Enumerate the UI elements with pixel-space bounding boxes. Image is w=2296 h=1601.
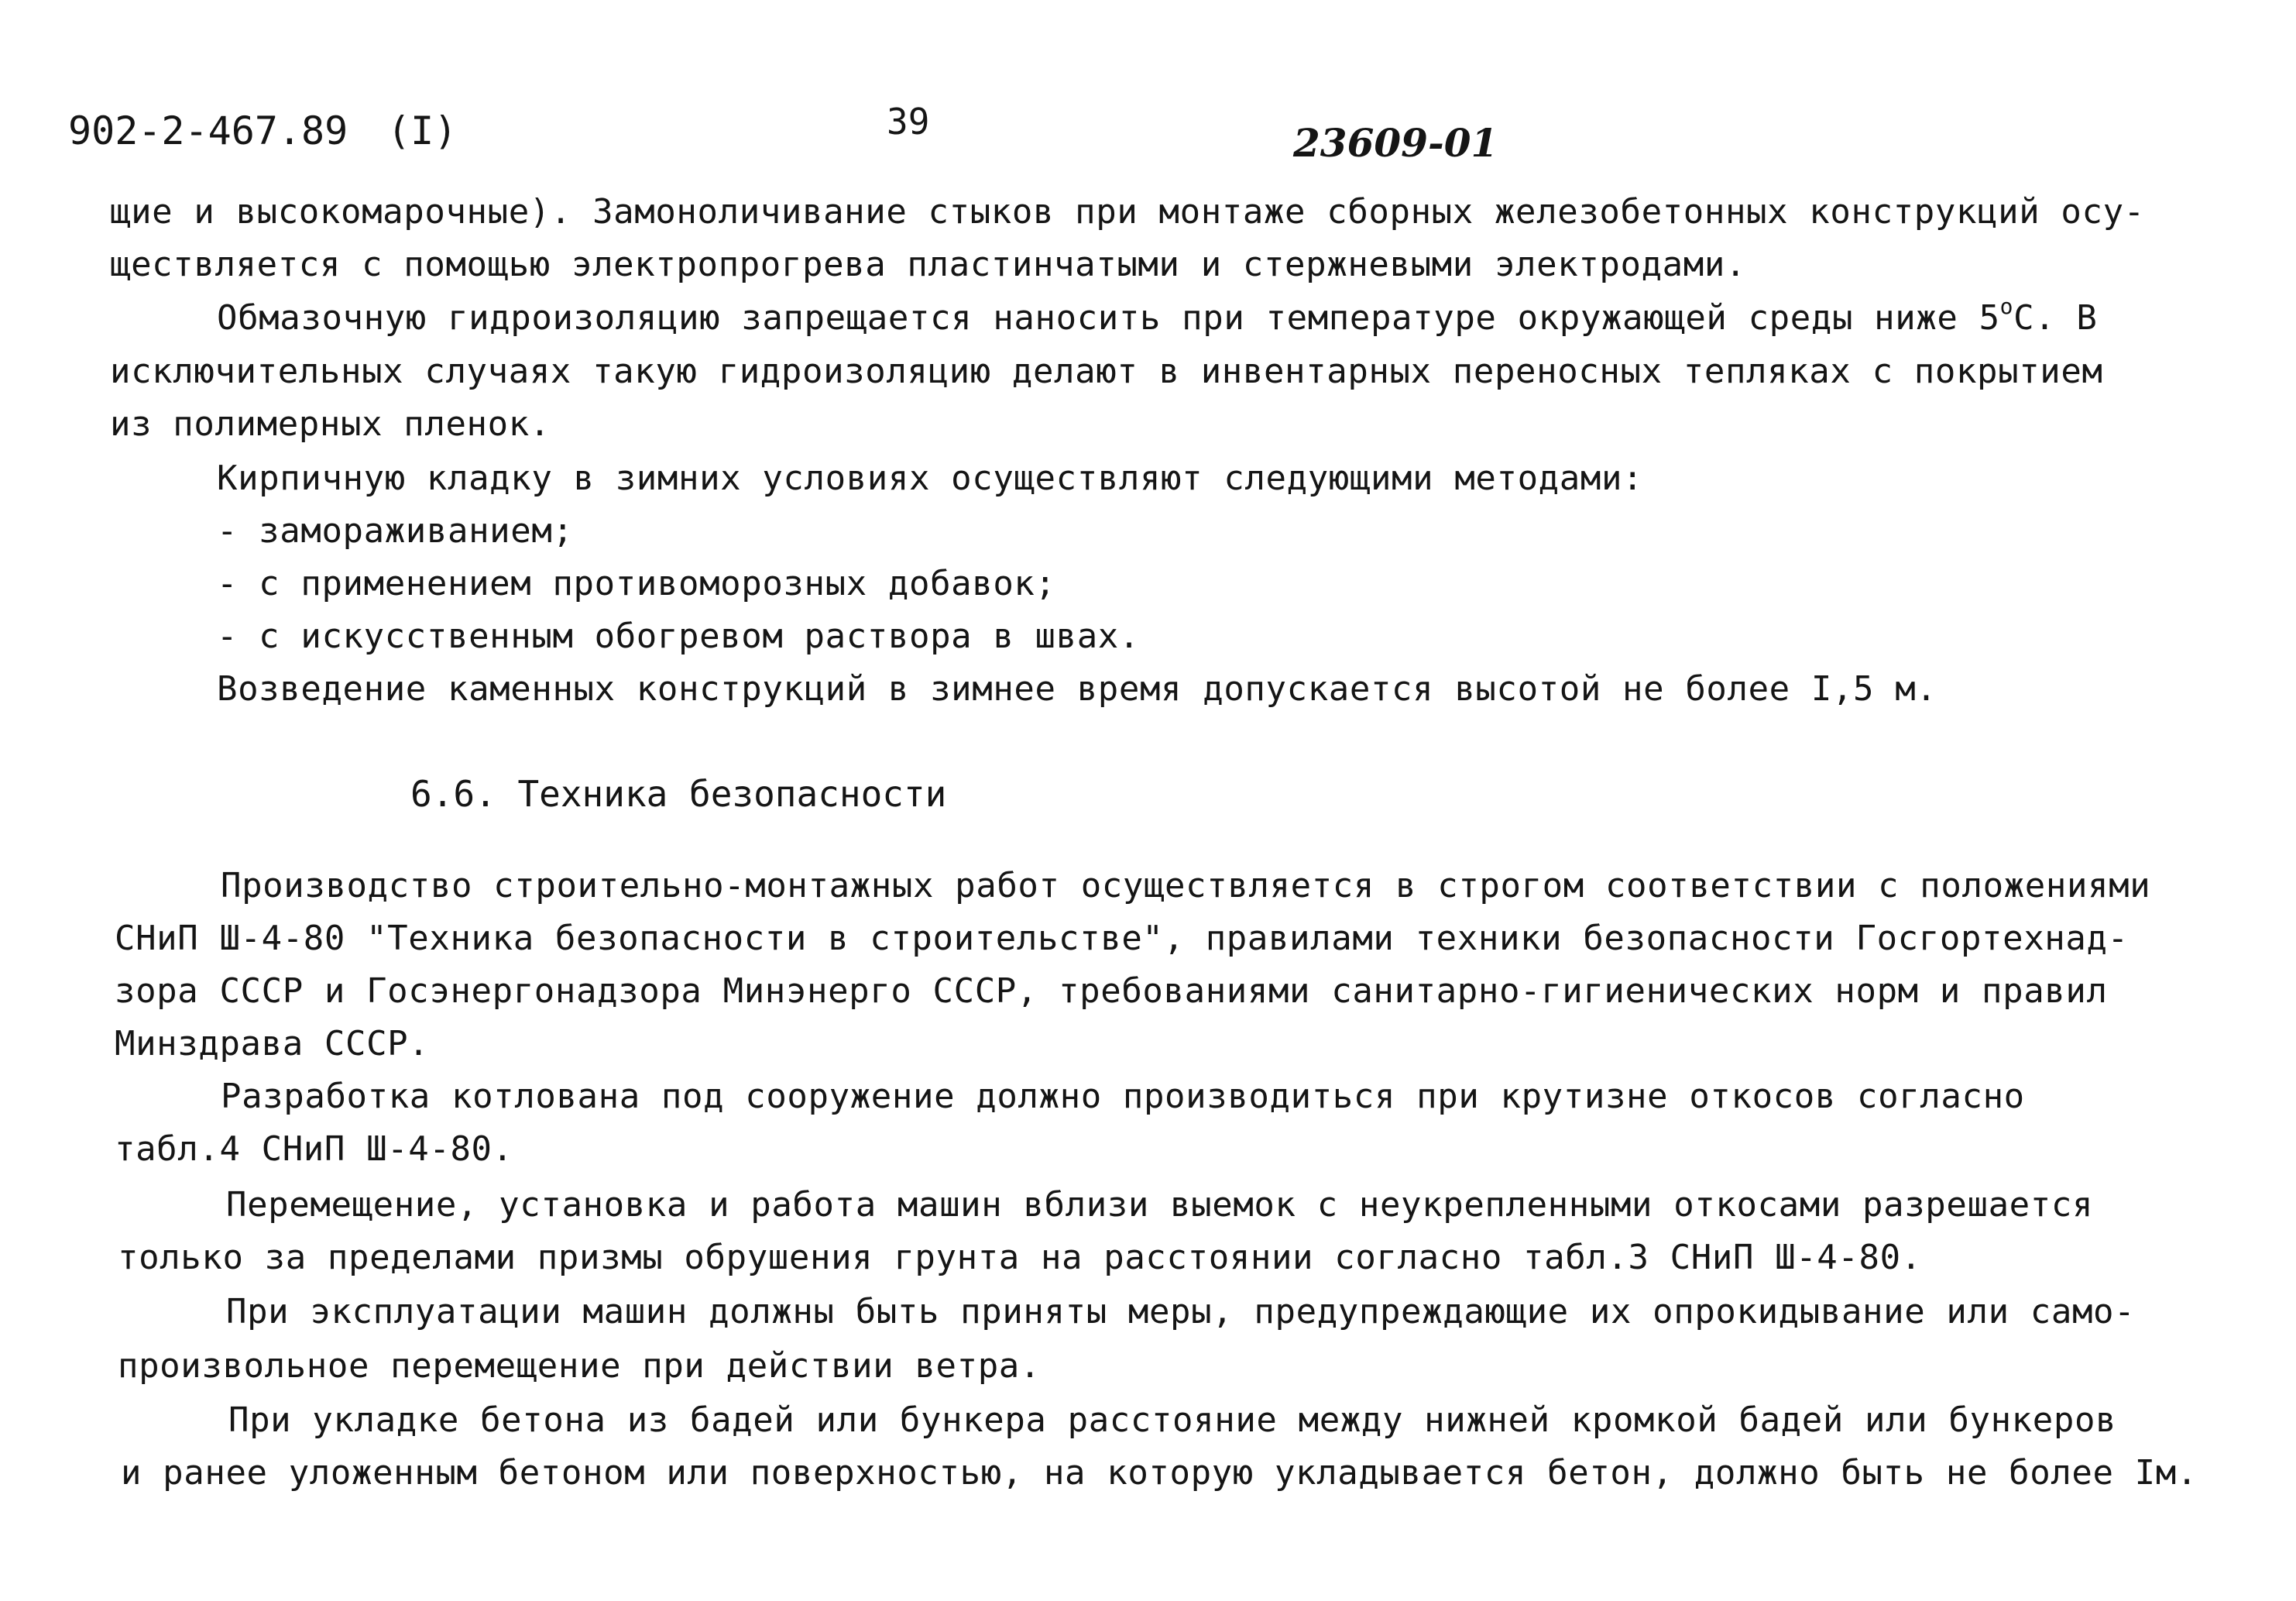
text-line: СНиП Ш-4-80 "Техника безопасности в строительстве", правилами техники безопасности Госгортехнад- [115, 919, 2129, 958]
text-line: Производство строительно-монтажных работ осуществляется в строгом соответствии с положениями [221, 866, 2151, 905]
list-item: - с применением противоморозных добавок; [217, 564, 1056, 603]
text-line: При эксплуатации машин должны быть приняты меры, предупреждающие их опрокидывание или само- [226, 1292, 2136, 1331]
text-line: Перемещение, установка и работа машин вблизи выемок с неукрепленными откосами разрешается [226, 1185, 2094, 1225]
text-line [217, 294, 2098, 338]
text-line: из полимерных пленок. [110, 404, 551, 444]
text-line: и ранее уложенным бетоном или поверхностью, на которую укладывается бетон, должно быть не более Iм. [121, 1453, 2198, 1493]
text-line: ществляется с помощью электропрогрева пластинчатыми и стержневыми электродами. [110, 245, 1747, 284]
list-item: - с искусственным обогревом раствора в швах. [217, 617, 1140, 656]
album-number: (I) [387, 108, 458, 153]
text-span: Обмазочную гидроизоляцию запрещается наносить при температуре окружающей среды ниже 5 [217, 298, 2000, 338]
text-line: Кирпичную кладку в зимних условиях осуществляют следующими методами: [217, 459, 1644, 498]
text-line: только за пределами призмы обрушения грунта на расстоянии согласно табл.3 СНиП Ш-4-80. [118, 1238, 1922, 1277]
text-line: При укладке бетона из бадей или бункера расстояние между нижней кромкой бадей или бункеров [228, 1400, 2117, 1440]
list-item: - замораживанием; [217, 511, 574, 551]
text-line: исключительных случаях такую гидроизоляцию делают в инвентарных переносных тепляках с покрытием [110, 352, 2103, 391]
degree-superscript: o [1999, 294, 2014, 319]
text-line: Разработка котлована под сооружение должно производиться при крутизне откосов согласно [221, 1077, 2025, 1116]
text-line: Минздрава СССР. [115, 1024, 430, 1063]
page-number: 39 [887, 101, 930, 143]
inventory-stamp: 23609-01 [1293, 120, 1498, 166]
section-heading: 6.6. Техника безопасности [410, 773, 947, 815]
text-line: щие и высокомарочные). Замоноличивание стыков при монтаже сборных железобетонных конструкций осу- [110, 192, 2145, 232]
document-code: 902-2-467.89 [68, 108, 348, 153]
text-span: С. В [2013, 298, 2098, 338]
text-line: Возведение каменных конструкций в зимнее время допускается высотой не более I,5 м. [217, 669, 1937, 709]
text-line: табл.4 СНиП Ш-4-80. [115, 1129, 513, 1169]
text-line: произвольное перемещение при действии ветра. [118, 1346, 1041, 1386]
text-line: зора СССР и Госэнергонадзора Минэнерго СССР, требованиями санитарно-гигиенических норм и правил [115, 971, 2108, 1011]
